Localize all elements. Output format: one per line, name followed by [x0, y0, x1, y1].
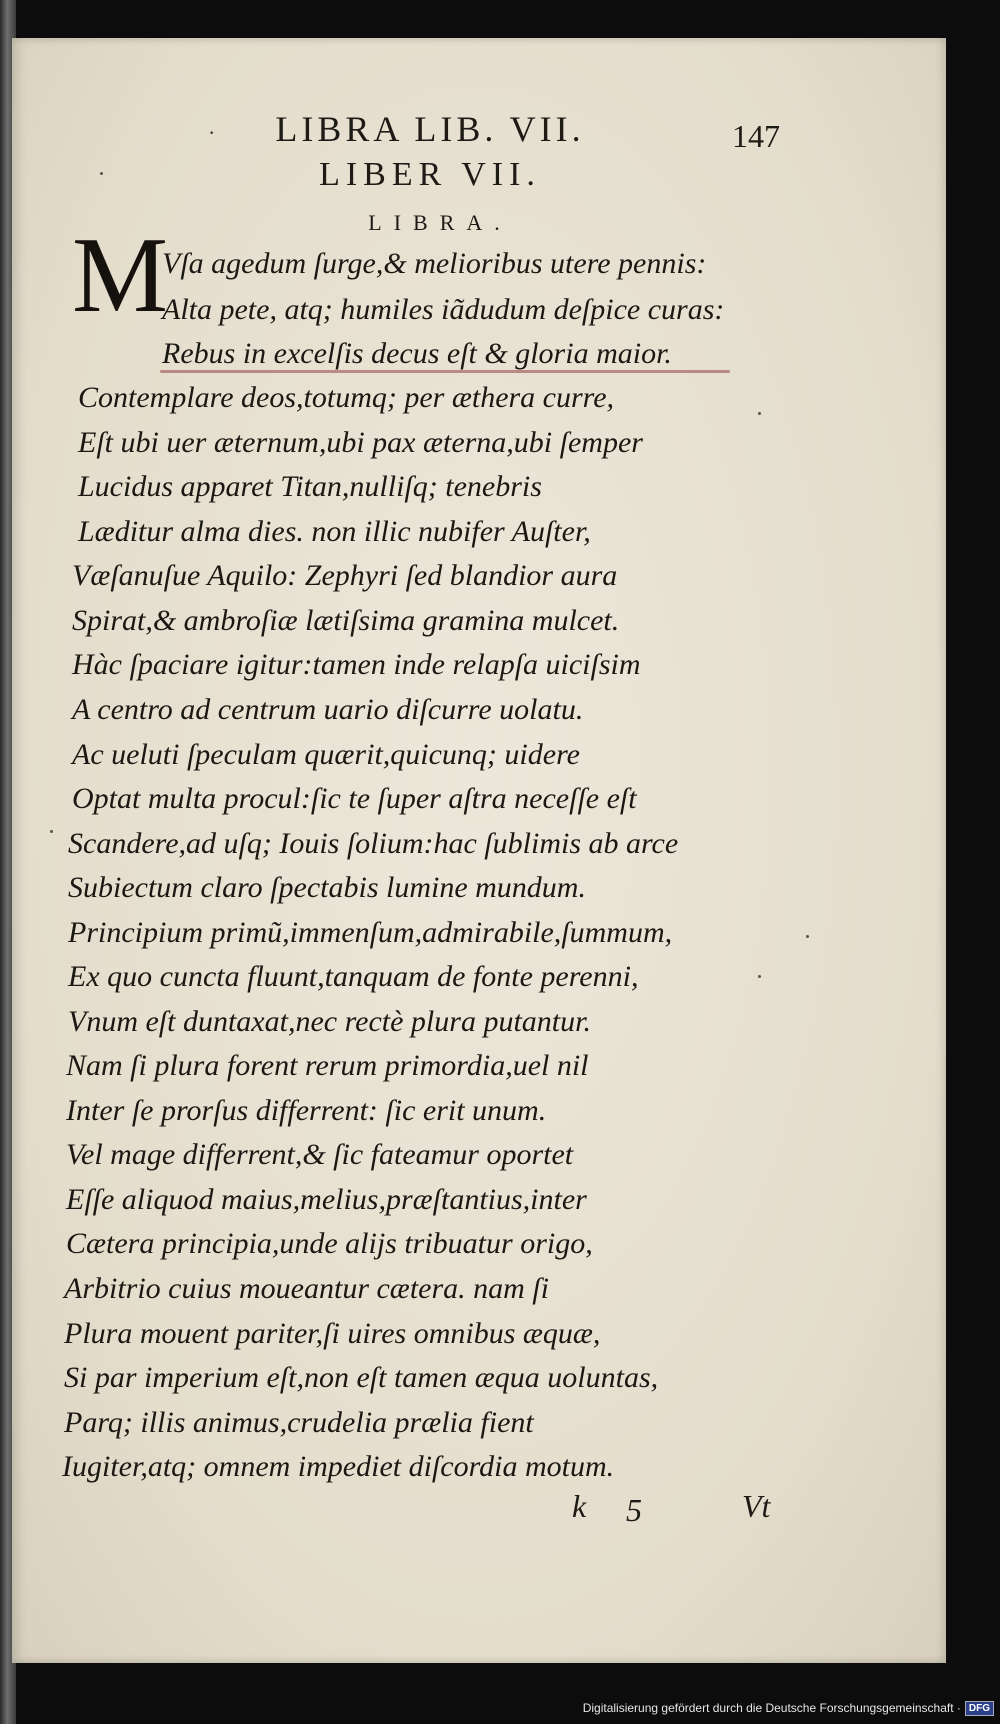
dfg-logo-icon: DFG: [965, 1701, 994, 1716]
paper-speck: [806, 935, 809, 938]
verse-line: Eſſe aliquod maius,melius,præſtantius,inter: [66, 1183, 587, 1216]
verse-line: Subiectum claro ſpectabis lumine mundum.: [68, 871, 586, 904]
verse-line: Vel mage differrent,& ſic fateamur oportet: [66, 1138, 574, 1171]
verse-line: Si par imperium eſt,non eſt tamen æqua uoluntas,: [64, 1361, 659, 1394]
verse-line: Eſt ubi uer æternum,ubi pax æterna,ubi ſemper: [78, 426, 643, 459]
verse-line: Scandere,ad uſq; Iouis ſolium:hac ſublimis ab arce: [68, 827, 679, 860]
verse-line: Rebus in excelſis decus eſt & gloria maior.: [162, 337, 672, 370]
signature-line: [0, 1488, 1000, 1528]
verse-line: Alta pete, atq; humiles iãdudum deſpice curas:: [162, 293, 725, 326]
drop-cap: M: [72, 216, 169, 335]
verse-line: Læditur alma dies. non illic nubifer Auſter,: [78, 515, 591, 548]
ornament-dot: ·: [208, 120, 216, 145]
verse-line: Vſa agedum ſurge,& melioribus utere pennis:: [162, 247, 707, 280]
book-title: LIBER VII.: [319, 156, 541, 193]
verse-line: Parq; illis animus,crudelia prælia fient: [64, 1406, 534, 1439]
verse-line: Optat multa procul:ſic te ſuper aſtra neceſſe eſt: [72, 782, 637, 815]
verse-line: Væſanuſue Aquilo: Zephyri ſed blandior aura: [72, 559, 618, 592]
verse-line: Hàc ſpaciare igitur:tamen inde relapſa uiciſsim: [72, 648, 641, 681]
verse-line: Contemplare deos,totumq; per æthera curre,: [78, 381, 615, 414]
page-number: 147: [732, 118, 780, 154]
verse-line: Cætera principia,unde alijs tribuatur origo,: [66, 1227, 593, 1260]
verse-line: Nam ſi plura forent rerum primordia,uel nil: [66, 1049, 589, 1082]
paper-speck: [50, 830, 53, 833]
signature-mark: k: [572, 1488, 587, 1524]
verse-line: Spirat,& ambroſiæ lætiſsima gramina mulcet.: [72, 604, 620, 637]
verse-line: Vnum eſt duntaxat,nec rectè plura putantur.: [68, 1005, 591, 1038]
signature-number: 5: [626, 1492, 642, 1528]
verse-line: Lucidus apparet Titan,nulliſq; tenebris: [78, 470, 542, 503]
section-title: LIBRA.: [368, 210, 512, 235]
digitization-footer: [583, 1698, 994, 1718]
verse-line: Iugiter,atq; omnem impediet diſcordia motum.: [62, 1450, 615, 1483]
paper-speck: [758, 975, 761, 978]
running-head-title: LIBRA LIB. VII.: [275, 109, 585, 149]
verse-line: Ac ueluti ſpeculam quærit,quicunq; uidere: [72, 738, 580, 771]
verse-line: A centro ad centrum uario diſcurre uolatu.: [72, 693, 584, 726]
verse-line: Inter ſe prorſus differrent: ſic erit unum.: [66, 1094, 547, 1127]
verse-line: Arbitrio cuius moueantur cætera. nam ſi: [64, 1272, 549, 1305]
paper-speck: [100, 172, 103, 175]
catchword: Vt: [742, 1488, 771, 1524]
footer-credit: Digitalisierung gefördert durch die Deutsche Forschungsgemeinschaft ·: [582, 1701, 961, 1715]
paper-speck: [758, 412, 761, 415]
verse-line: Plura mouent pariter,ſi uires omnibus æquæ,: [64, 1317, 601, 1350]
verse-line: Principium primũ,immenſum,admirabile,ſummum,: [68, 916, 673, 949]
verse-line: Ex quo cuncta fluunt,tanquam de fonte perenni,: [68, 960, 639, 993]
